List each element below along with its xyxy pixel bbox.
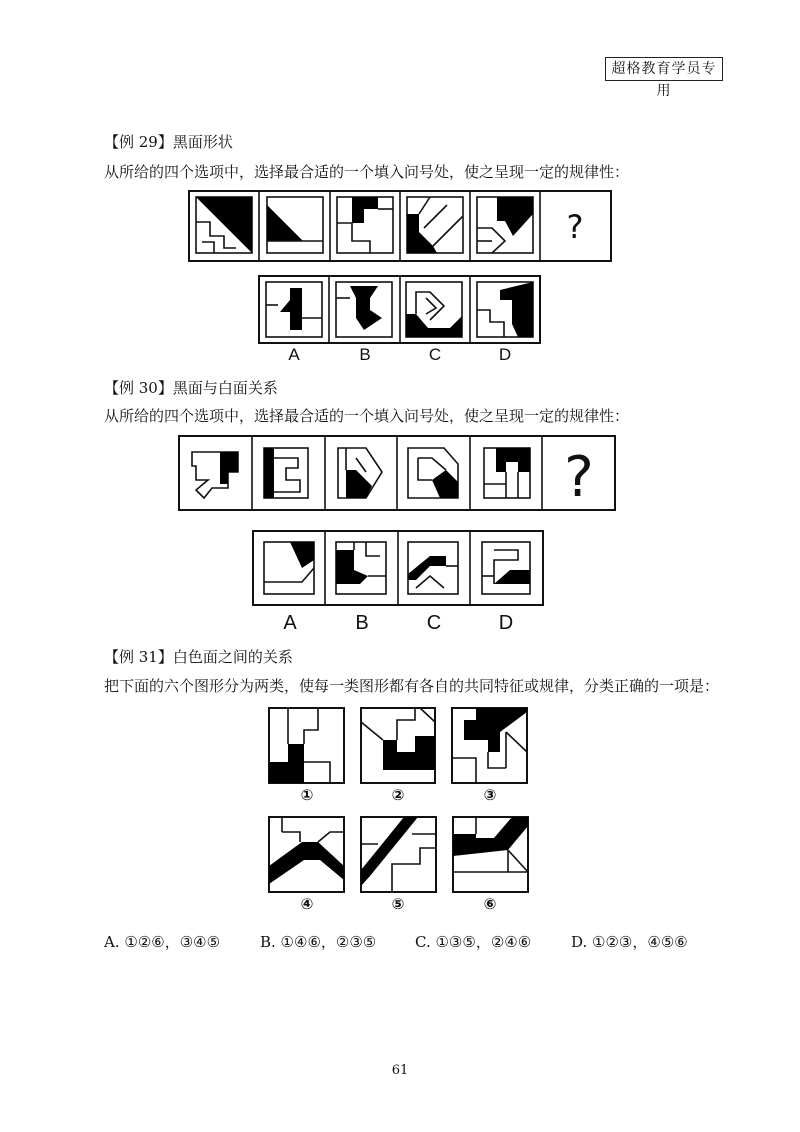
ex31-figure-3-label: ③ xyxy=(483,786,497,804)
page-number: 61 xyxy=(391,1063,409,1078)
ex31-figure-2-label: ② xyxy=(391,786,405,804)
ex29-option-b-label[interactable]: B xyxy=(359,345,371,364)
ex31-figure-4-label: ④ xyxy=(300,895,314,913)
ex31-figure-5-label: ⑤ xyxy=(391,895,405,913)
header-badge: 超格教育学员专用 xyxy=(605,57,723,81)
example-29-instruction: 从所给的四个选项中，选择最合适的一个填入问号处，使之呈现一定的规律性： xyxy=(104,163,630,181)
example-31-heading: 【例 31】白色面之间的关系 xyxy=(104,648,293,666)
ex31-figure-1 xyxy=(269,708,344,783)
ex29-option-c-label[interactable]: C xyxy=(428,345,442,364)
ex31-figure-5 xyxy=(361,817,436,892)
ex30-option-c-label[interactable]: C xyxy=(426,612,442,634)
ex31-figure-6 xyxy=(453,817,528,892)
ex29-option-a-label[interactable]: A xyxy=(288,345,300,364)
ex31-answer-option-c[interactable]: C. ①③⑤，②④⑥ xyxy=(415,933,532,951)
ex30-option-d-label[interactable]: D xyxy=(498,612,514,634)
ex31-figure-1-label: ① xyxy=(300,786,314,804)
ex31-figure-6-label: ⑥ xyxy=(483,895,497,913)
ex31-answer-option-d[interactable]: D. ①②③，④⑤⑥ xyxy=(571,933,688,951)
ex31-figure-3 xyxy=(452,708,527,783)
ex31-answer-option-a[interactable]: A. ①②⑥，③④⑤ xyxy=(104,933,221,951)
ex30-option-a-label[interactable]: A xyxy=(283,612,297,634)
ex30-question-mark: ? xyxy=(564,445,594,510)
example-30-instruction: 从所给的四个选项中，选择最合适的一个填入问号处，使之呈现一定的规律性： xyxy=(104,407,630,425)
example-30-heading: 【例 30】黑面与白面关系 xyxy=(104,379,278,397)
example-29-heading: 【例 29】黑面形状 xyxy=(104,133,233,151)
ex30-option-b-label[interactable]: B xyxy=(355,612,369,634)
ex29-option-d-label[interactable]: D xyxy=(498,345,512,364)
ex29-question-mark: ? xyxy=(566,208,584,246)
ex31-figure-4 xyxy=(269,817,344,892)
example-31-instruction: 把下面的六个图形分为两类，使每一类图形都有各自的共同特征或规律，分类正确的一项是： xyxy=(104,677,720,695)
ex31-answer-option-b[interactable]: B. ①④⑥，②③⑤ xyxy=(260,933,377,951)
ex31-figure-2 xyxy=(361,708,435,783)
